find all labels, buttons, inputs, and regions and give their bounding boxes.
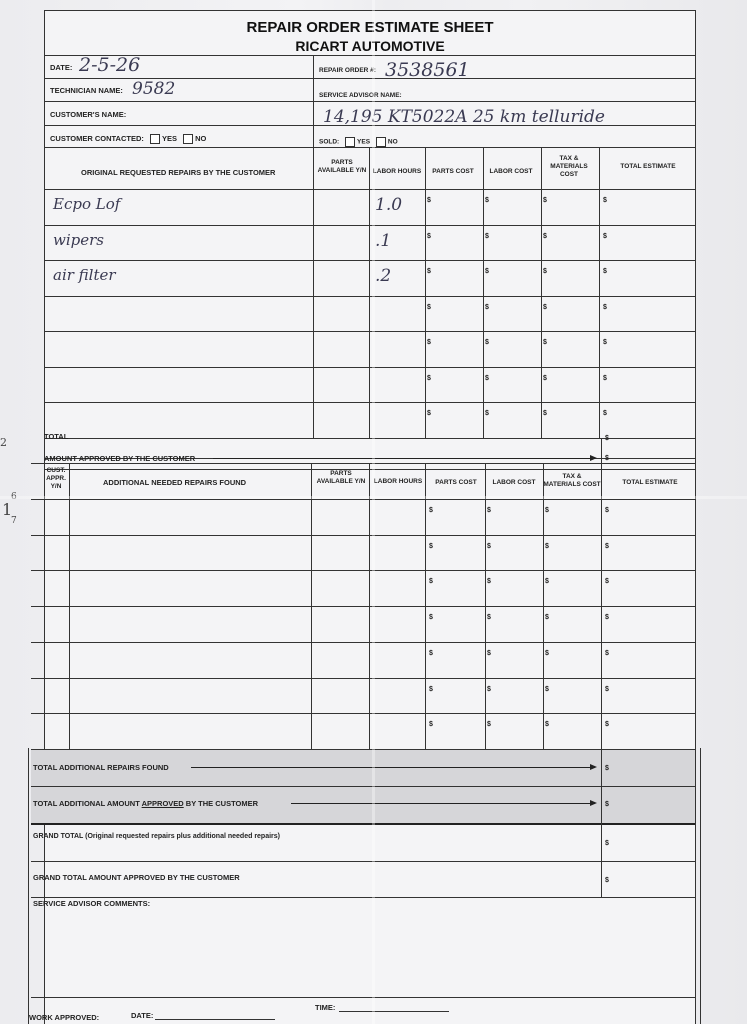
- additional-approved-dollar: $: [605, 801, 609, 808]
- dollar-sign: $: [543, 374, 547, 382]
- rule: [483, 147, 484, 438]
- customer-label: CUSTOMER'S NAME:: [50, 110, 127, 119]
- rule: [45, 55, 695, 56]
- rule: [31, 897, 695, 898]
- dollar-sign: $: [603, 303, 607, 311]
- add-tax-header: TAX & MATERIALS COST: [543, 473, 601, 488]
- rule: [45, 147, 695, 148]
- dollar-sign: $: [427, 232, 431, 240]
- dollar-sign: $: [485, 410, 489, 417]
- dollar-sign: $: [485, 268, 489, 275]
- labor-hours-entry[interactable]: .1: [375, 230, 392, 251]
- work-time-label: TIME:: [315, 1003, 336, 1012]
- estimate-form: [29, 10, 696, 1024]
- rule: [369, 147, 370, 438]
- original-repairs-header: ORIGINAL REQUESTED REPAIRS BY THE CUSTOMER: [81, 168, 276, 177]
- dollar-sign: $: [429, 507, 433, 514]
- dollar-sign: $: [605, 685, 609, 693]
- add-labor-hours-header: LABOR HOURS: [373, 478, 423, 485]
- dollar-sign: $: [545, 721, 549, 729]
- repair-order-value[interactable]: 3538561: [385, 59, 470, 81]
- rule: [541, 147, 542, 438]
- dollar-sign: $: [429, 721, 433, 729]
- dollar-sign: $: [605, 507, 609, 514]
- add-total-estimate-header: TOTAL ESTIMATE: [622, 479, 678, 486]
- rule: [45, 402, 695, 403]
- rule: [31, 861, 695, 862]
- dollar-sign: $: [429, 685, 433, 693]
- rule: [601, 749, 602, 897]
- date-label: DATE:: [50, 63, 73, 72]
- rule: [313, 55, 314, 147]
- total-dollar: $: [605, 435, 609, 442]
- labor-hours-entry[interactable]: 1.0: [375, 195, 403, 215]
- add-parts-cost-header: PARTS COST: [435, 479, 477, 486]
- dollar-sign: $: [545, 649, 549, 657]
- sold-no-checkbox[interactable]: [376, 137, 386, 147]
- dollar-sign: $: [485, 197, 489, 204]
- rule: [45, 438, 695, 439]
- vehicle-note[interactable]: 14,195 KT5022A 25 km telluride: [323, 107, 605, 127]
- dollar-sign: $: [487, 649, 491, 657]
- company-name: RICART AUTOMOTIVE: [295, 38, 445, 54]
- dollar-sign: $: [603, 197, 607, 204]
- dollar-sign: $: [545, 614, 549, 622]
- contacted-yes-checkbox[interactable]: [150, 134, 160, 144]
- dollar-sign: $: [545, 507, 549, 514]
- dollar-sign: $: [427, 197, 431, 204]
- date-value[interactable]: 2-5-26: [79, 54, 141, 76]
- rule: [31, 570, 695, 571]
- margin-mark: 1: [2, 500, 13, 519]
- rule: [311, 463, 312, 749]
- original-repair-entry[interactable]: air filter: [53, 266, 116, 284]
- arrow-additional-found: [191, 767, 595, 768]
- date-signature-line[interactable]: [155, 1019, 275, 1020]
- rule: [369, 463, 370, 749]
- total-additional-approved-label: [33, 799, 258, 808]
- rule: [45, 331, 695, 332]
- arrow-additional-approved: [291, 803, 595, 804]
- repair-order-label: REPAIR ORDER #:: [319, 67, 376, 74]
- service-advisor-label: SERVICE ADVISOR NAME:: [319, 92, 402, 99]
- rule: [45, 101, 695, 102]
- dollar-sign: $: [545, 578, 549, 586]
- dollar-sign: $: [603, 268, 607, 275]
- additional-found-dollar: $: [605, 765, 609, 772]
- customer-contacted-text: CUSTOMER CONTACTED:: [50, 134, 144, 143]
- contacted-no-checkbox[interactable]: [183, 134, 193, 144]
- contacted-yes-label: YES: [161, 134, 177, 143]
- rule: [31, 606, 695, 607]
- total-estimate-header: TOTAL ESTIMATE: [620, 163, 676, 170]
- additional-repairs-header: ADDITIONAL NEEDED REPAIRS FOUND: [103, 478, 247, 487]
- grand-approved-label: GRAND TOTAL AMOUNT APPROVED BY THE CUSTOMER: [33, 873, 240, 882]
- margin-mark: 7: [11, 516, 17, 526]
- dollar-sign: $: [487, 614, 491, 622]
- dollar-sign: $: [487, 542, 491, 550]
- dollar-sign: $: [485, 232, 489, 240]
- dollar-sign: $: [427, 339, 431, 346]
- rule: [31, 713, 695, 714]
- dollar-sign: $: [429, 649, 433, 657]
- rule: [45, 260, 695, 261]
- rule: [31, 642, 695, 643]
- total-additional-found-label: TOTAL ADDITIONAL REPAIRS FOUND: [33, 763, 169, 772]
- sold-yes-label: YES: [357, 138, 371, 146]
- dollar-sign: $: [429, 542, 433, 550]
- additional-approved-pre: TOTAL ADDITIONAL AMOUNT: [33, 799, 142, 808]
- rule: [31, 678, 695, 679]
- original-repair-entry[interactable]: Ecpo Lof: [53, 195, 121, 213]
- form-title: REPAIR ORDER ESTIMATE SHEET: [246, 19, 494, 36]
- rule: [543, 463, 544, 749]
- sold-yes-checkbox[interactable]: [345, 137, 355, 147]
- dollar-sign: $: [605, 542, 609, 550]
- additional-approved-underlined: APPROVED: [141, 799, 184, 808]
- dollar-sign: $: [485, 374, 489, 382]
- dollar-sign: $: [543, 268, 547, 275]
- grand-total-dollar: $: [605, 840, 609, 847]
- dollar-sign: $: [429, 614, 433, 622]
- dollar-sign: $: [603, 374, 607, 382]
- service-advisor-comments-label: SERVICE ADVISOR COMMENTS:: [33, 899, 151, 908]
- add-parts-available-header: PARTS AVAILABLE Y/N: [316, 470, 366, 485]
- rule: [601, 463, 602, 749]
- parts-available-header: PARTS AVAILABLE Y/N: [317, 159, 367, 174]
- contacted-no-label: NO: [195, 134, 207, 143]
- dollar-sign: $: [487, 685, 491, 693]
- grand-approved-dollar: $: [605, 877, 609, 884]
- rule: [45, 225, 695, 226]
- technician-label: TECHNICIAN NAME:: [50, 86, 123, 95]
- work-date-label: DATE:: [131, 1011, 154, 1020]
- total-label: TOTAL: [44, 432, 69, 441]
- rule: [69, 463, 70, 749]
- dollar-sign: $: [543, 232, 547, 240]
- approved-dollar: $: [605, 455, 609, 462]
- rule: [313, 147, 314, 438]
- dollar-sign: $: [485, 339, 489, 346]
- dollar-sign: $: [487, 507, 491, 514]
- dollar-sign: $: [429, 578, 433, 586]
- rule: [31, 749, 695, 750]
- margin-mark: 6: [11, 492, 17, 502]
- labor-hours-header: LABOR HOURS: [372, 168, 422, 175]
- add-labor-cost-header: LABOR COST: [492, 479, 536, 486]
- time-signature-line[interactable]: [339, 1011, 449, 1012]
- tax-header: TAX & MATERIALS COST: [550, 155, 588, 178]
- sold-label-group: [319, 137, 398, 147]
- technician-value[interactable]: 9582: [132, 79, 176, 99]
- rule: [31, 499, 695, 500]
- dollar-sign: $: [543, 197, 547, 204]
- dollar-sign: $: [427, 374, 431, 382]
- cust-appr-header: CUST. APPR. Y/N: [46, 467, 66, 490]
- margin-mark: 2: [0, 436, 7, 449]
- rule: [45, 469, 695, 470]
- dollar-sign: $: [603, 339, 607, 346]
- rule: [31, 786, 695, 787]
- labor-cost-header: LABOR COST: [489, 168, 533, 175]
- dollar-sign: $: [605, 649, 609, 657]
- dollar-sign: $: [487, 721, 491, 729]
- dollar-sign: $: [603, 410, 607, 417]
- rule: [425, 463, 426, 749]
- additional-approved-post: BY THE CUSTOMER: [183, 799, 259, 808]
- rule: [31, 997, 695, 998]
- dollar-sign: $: [543, 410, 547, 417]
- dollar-sign: $: [605, 721, 609, 729]
- rule: [485, 463, 486, 749]
- arrow-approved: [213, 458, 595, 459]
- dollar-sign: $: [427, 303, 431, 311]
- dollar-sign: $: [487, 578, 491, 586]
- dollar-sign: $: [603, 232, 607, 240]
- dollar-sign: $: [427, 268, 431, 275]
- dollar-sign: $: [545, 542, 549, 550]
- fold-crease-vertical: [372, 0, 375, 1024]
- parts-cost-header: PARTS COST: [432, 168, 474, 175]
- rule: [31, 463, 695, 464]
- dollar-sign: $: [543, 339, 547, 346]
- sold-no-label: NO: [387, 138, 398, 146]
- rule: [425, 147, 426, 438]
- rule: [31, 823, 695, 825]
- dollar-sign: $: [545, 685, 549, 693]
- sold-label: SOLD:: [319, 138, 340, 146]
- form-left-edge-lower: [28, 748, 29, 1024]
- form-right-edge-lower: [700, 748, 701, 1024]
- rule: [45, 367, 695, 368]
- dollar-sign: $: [605, 578, 609, 586]
- dollar-sign: $: [543, 303, 547, 311]
- rule: [599, 147, 600, 438]
- dollar-sign: $: [485, 303, 489, 311]
- grand-total-label: GRAND TOTAL (Original requested repairs plus additional needed repairs): [33, 833, 280, 840]
- rule: [31, 535, 695, 536]
- work-approved-label: WORK APPROVED:: [29, 1013, 100, 1022]
- dollar-sign: $: [605, 614, 609, 622]
- dollar-sign: $: [427, 410, 431, 417]
- labor-hours-entry[interactable]: .2: [375, 266, 392, 286]
- rule: [45, 296, 695, 297]
- rule: [45, 189, 695, 190]
- original-repair-entry[interactable]: wipers: [53, 230, 104, 249]
- amount-approved-label: AMOUNT APPROVED BY THE CUSTOMER: [44, 454, 196, 463]
- customer-contacted-label: [50, 134, 206, 144]
